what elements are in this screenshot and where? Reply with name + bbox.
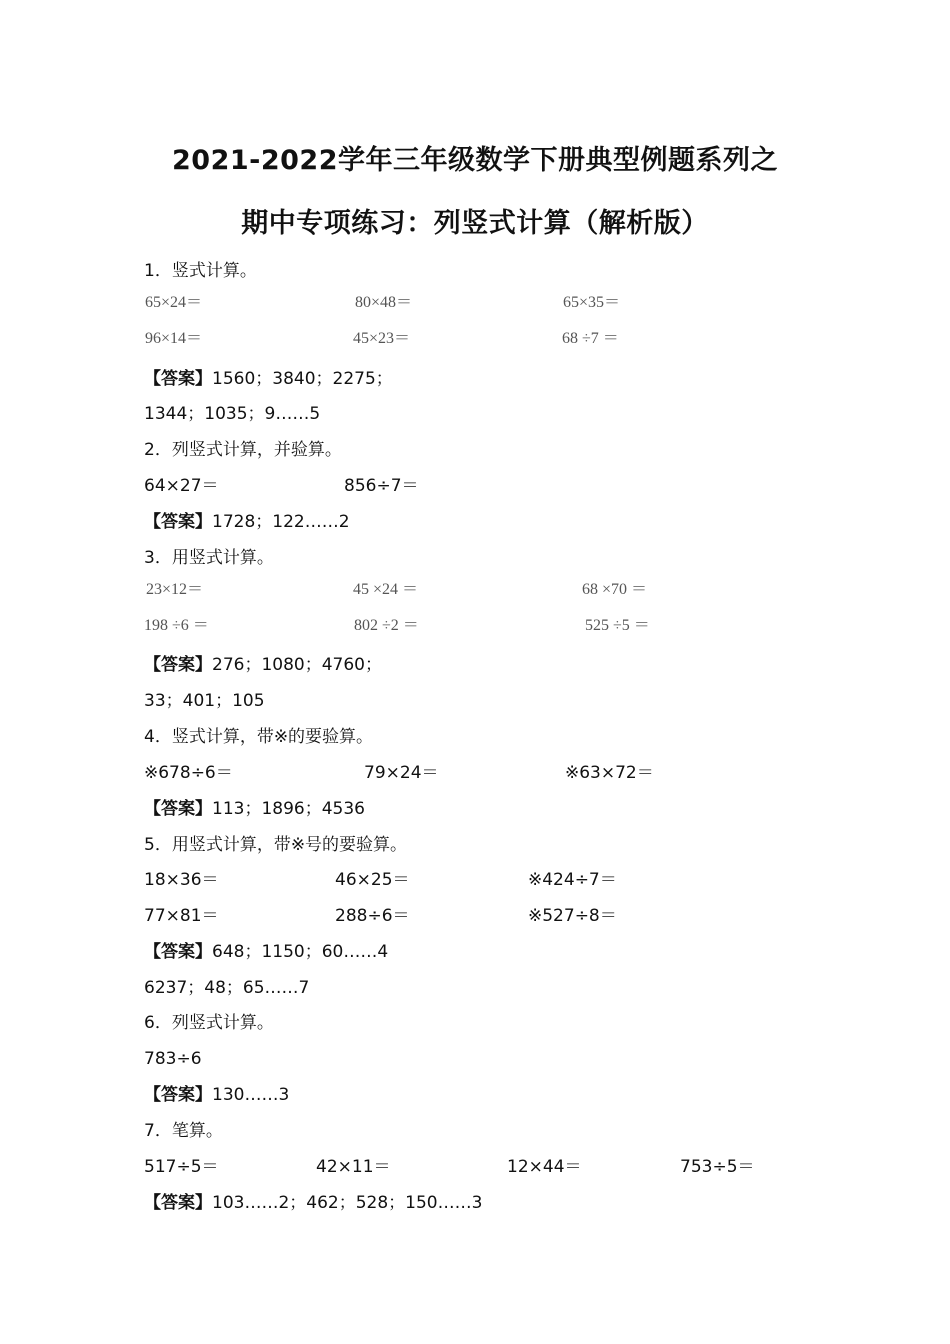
answer-label: 【答案】 bbox=[144, 942, 212, 962]
q1-answer-cont: 1344；1035；9……5 bbox=[144, 404, 321, 424]
answer-label: 【答案】 bbox=[144, 1193, 212, 1213]
q3-answer-cont: 33；401；105 bbox=[144, 691, 265, 711]
q5-answer bbox=[144, 941, 388, 963]
answer-text: 1728；122……2 bbox=[212, 512, 350, 532]
answer-text: 113；1896；4536 bbox=[212, 799, 365, 819]
q4-problem: ※63×72＝ bbox=[565, 763, 654, 783]
answer-text: 276；1080；4760； bbox=[212, 655, 382, 675]
q1-problem: 65×35＝ bbox=[563, 294, 621, 311]
q2-problem: 64×27＝ bbox=[144, 476, 219, 496]
q1-problem: 80×48＝ bbox=[355, 294, 413, 311]
q3-answer bbox=[144, 654, 382, 676]
q5-problem: 46×25＝ bbox=[335, 870, 410, 890]
q5-problem: 18×36＝ bbox=[144, 870, 219, 890]
q3-heading: 3．用竖式计算。 bbox=[144, 548, 274, 568]
q6-problem: 783÷6 bbox=[144, 1049, 202, 1069]
q5-problem: 288÷6＝ bbox=[335, 906, 410, 926]
answer-label: 【答案】 bbox=[144, 512, 212, 532]
q5-problem: ※424÷7＝ bbox=[528, 870, 617, 890]
document-title-line2: 期中专项练习：列竖式计算（解析版） bbox=[241, 208, 709, 239]
q4-answer bbox=[144, 798, 365, 820]
answer-label: 【答案】 bbox=[144, 655, 212, 675]
answer-text: 103……2；462；528；150……3 bbox=[212, 1193, 483, 1213]
q4-problem: 79×24＝ bbox=[364, 763, 439, 783]
q1-answer bbox=[144, 368, 393, 390]
q5-heading: 5．用竖式计算，带※号的要验算。 bbox=[144, 835, 408, 855]
q3-problem: 525 ÷5 ＝ bbox=[585, 617, 650, 634]
q4-problem: ※678÷6＝ bbox=[144, 763, 233, 783]
q3-problem: 198 ÷6 ＝ bbox=[144, 617, 209, 634]
q5-problem: ※527÷8＝ bbox=[528, 906, 617, 926]
q3-problem: 23×12＝ bbox=[146, 581, 204, 598]
document-title-line1: 2021-2022学年三年级数学下册典型例题系列之 bbox=[172, 145, 778, 176]
answer-label: 【答案】 bbox=[144, 369, 212, 389]
answer-text: 1560；3840；2275； bbox=[212, 369, 393, 389]
q6-heading: 6．列竖式计算。 bbox=[144, 1013, 274, 1033]
q5-answer-cont: 6237；48；65……7 bbox=[144, 978, 310, 998]
q3-problem: 68 ×70 ＝ bbox=[582, 581, 648, 598]
q1-problem: 68 ÷7 ＝ bbox=[562, 330, 619, 347]
answer-label: 【答案】 bbox=[144, 1085, 212, 1105]
q2-answer bbox=[144, 511, 350, 533]
q5-problem: 77×81＝ bbox=[144, 906, 219, 926]
q3-problem: 45 ×24 ＝ bbox=[353, 581, 419, 598]
q7-problem: 517÷5＝ bbox=[144, 1157, 219, 1177]
q1-problem: 65×24＝ bbox=[145, 294, 203, 311]
answer-text: 648；1150；60……4 bbox=[212, 942, 389, 962]
q1-heading: 1．竖式计算。 bbox=[144, 261, 257, 281]
q3-problem: 802 ÷2 ＝ bbox=[354, 617, 419, 634]
q4-heading: 4．竖式计算，带※的要验算。 bbox=[144, 727, 374, 747]
q7-problem: 42×11＝ bbox=[316, 1157, 391, 1177]
q7-problem: 753÷5＝ bbox=[680, 1157, 755, 1177]
q7-answer bbox=[144, 1192, 482, 1214]
q2-problem: 856÷7＝ bbox=[344, 476, 419, 496]
answer-text: 130……3 bbox=[212, 1085, 290, 1105]
q7-heading: 7．笔算。 bbox=[144, 1121, 223, 1141]
answer-label: 【答案】 bbox=[144, 799, 212, 819]
q2-heading: 2．列竖式计算，并验算。 bbox=[144, 440, 342, 460]
q6-answer bbox=[144, 1084, 289, 1106]
q1-problem: 96×14＝ bbox=[145, 330, 203, 347]
q7-problem: 12×44＝ bbox=[507, 1157, 582, 1177]
q1-problem: 45×23＝ bbox=[353, 330, 411, 347]
